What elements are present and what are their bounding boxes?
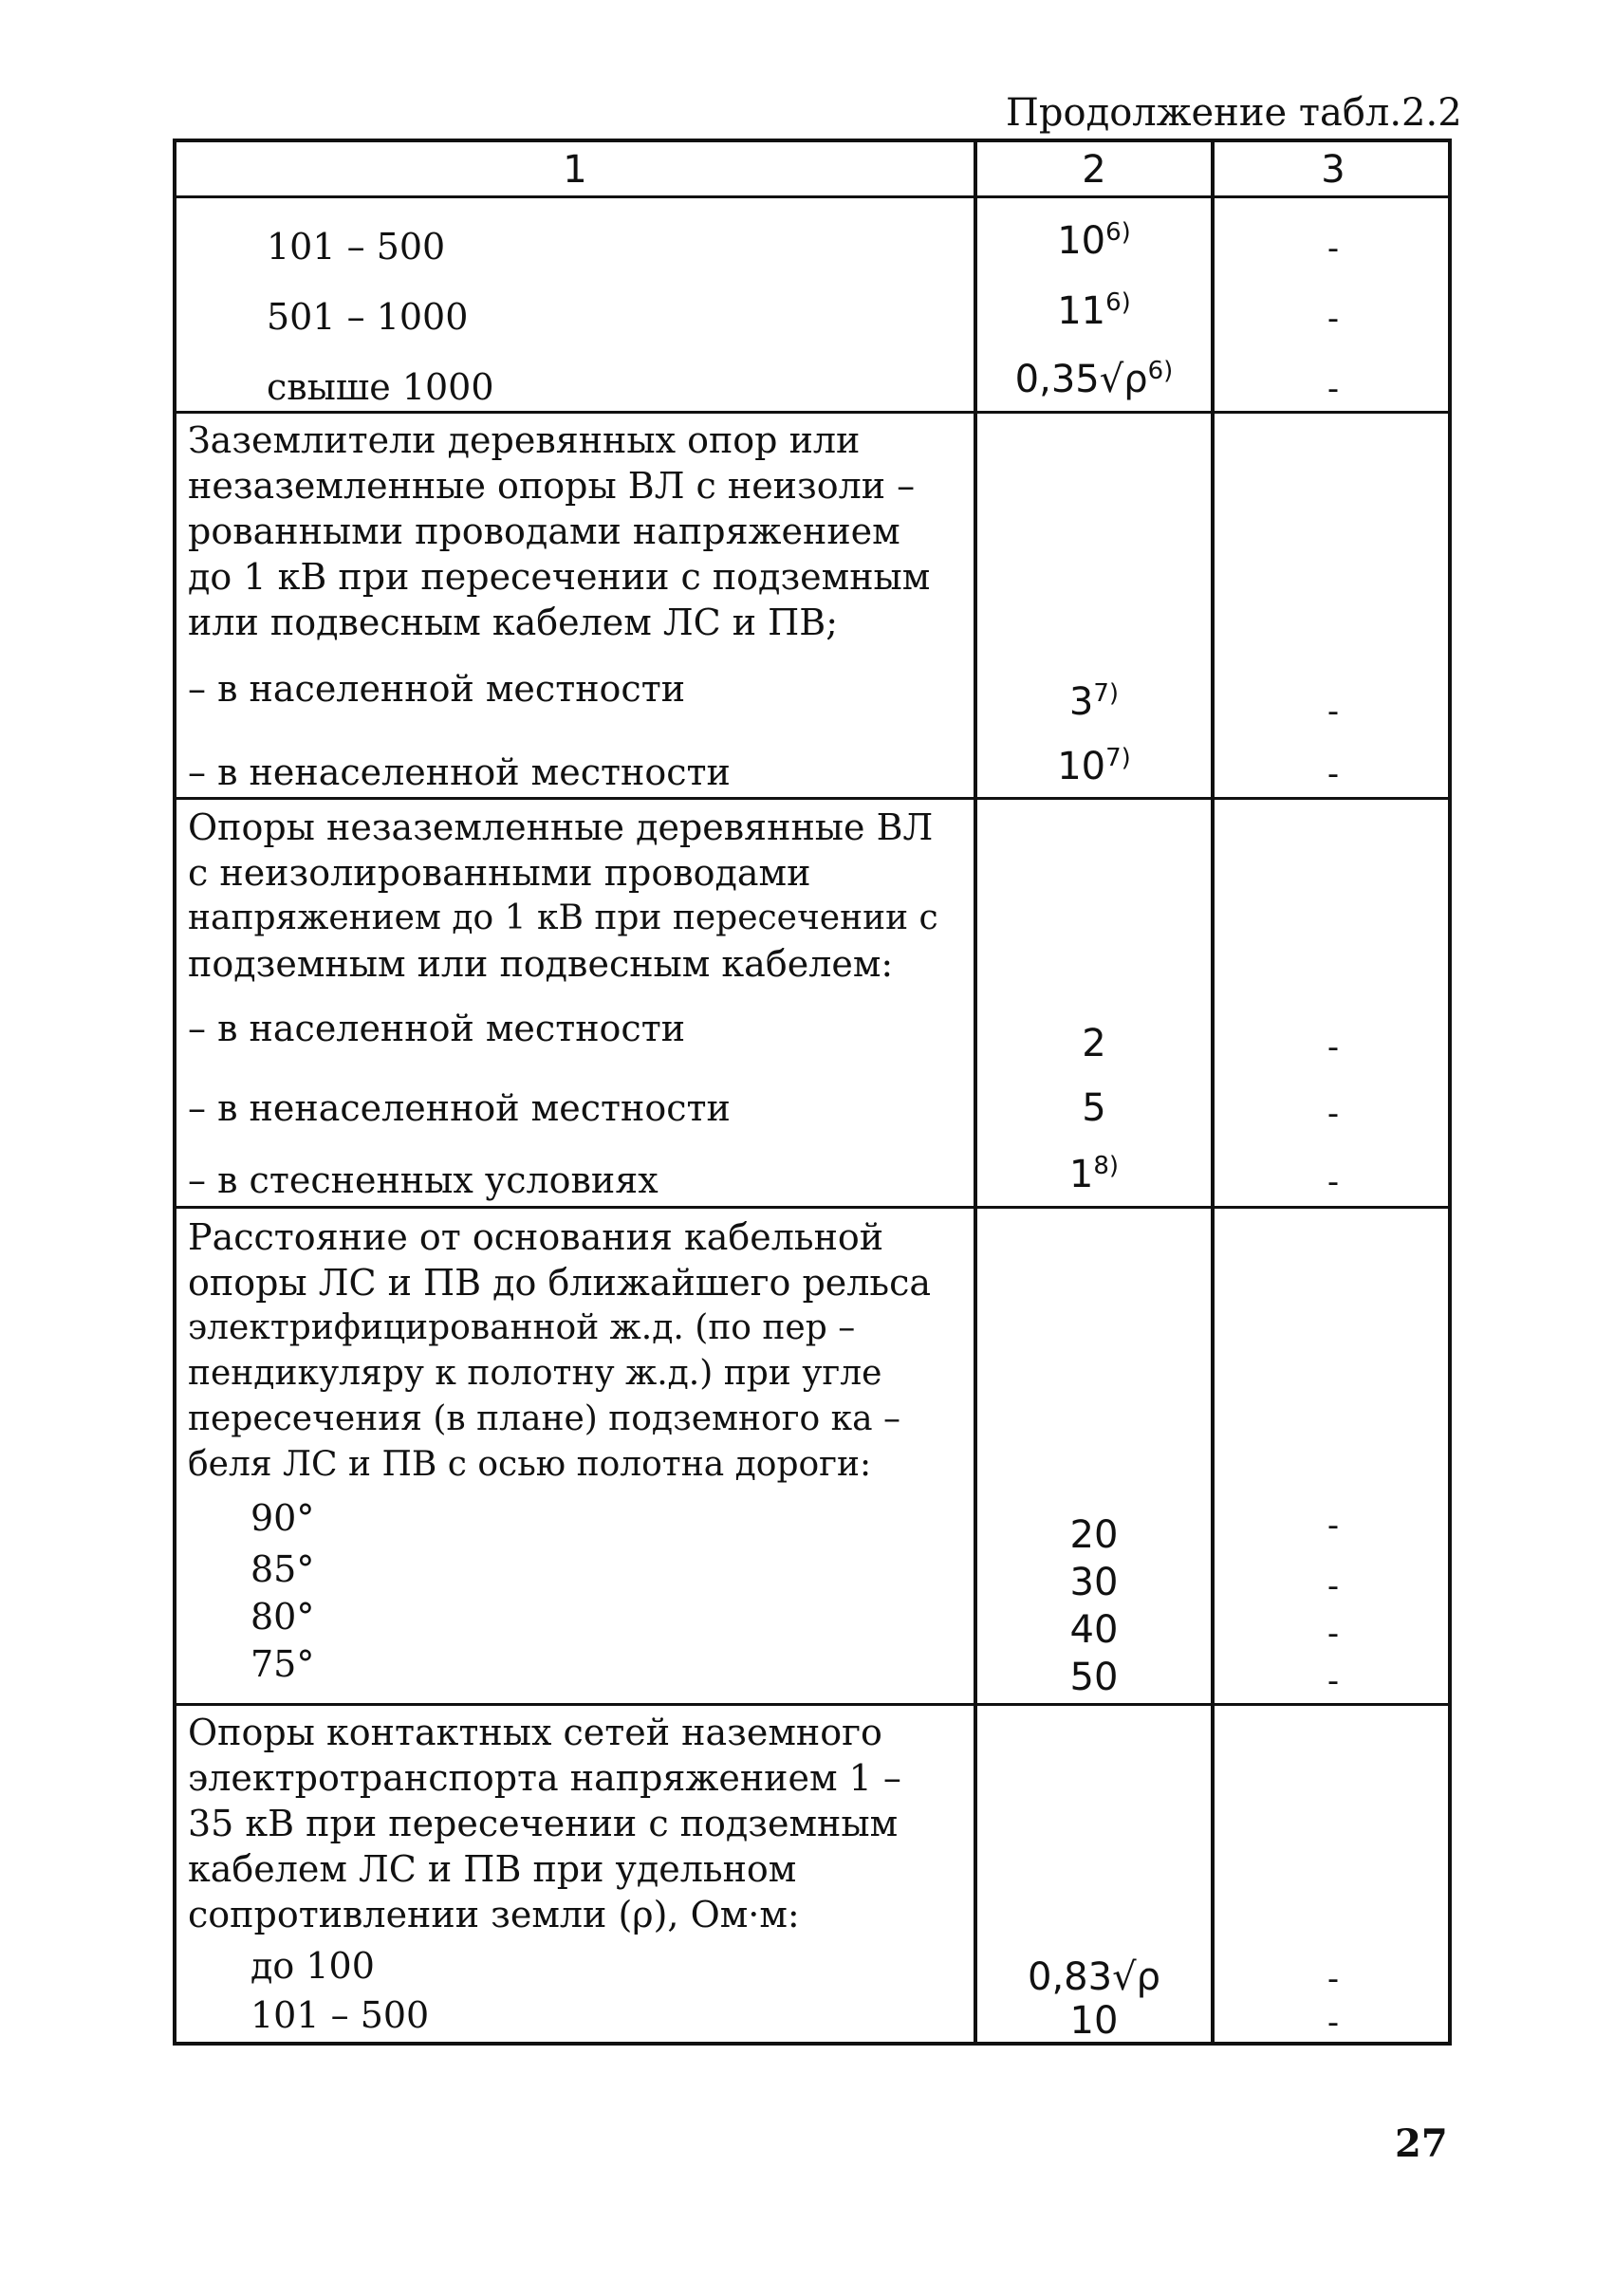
row-label: – в стесненных условиях [188,1159,659,1201]
paragraph-line: с неизолированными проводами [188,852,811,894]
row-label: 80° [250,1596,315,1638]
paragraph-line: кабелем ЛС и ПВ при удельном [188,1848,797,1890]
paragraph-line: напряжением до 1 кВ при пересечении с [188,898,938,937]
paragraph-line: опоры ЛС и ПВ до ближайшего рельса [188,1262,932,1304]
row-col3: - [1326,1615,1340,1653]
row-label: 90° [250,1497,315,1539]
row-value: 0,83√ρ [1028,1955,1160,1999]
row-value: 11$^{6)}$ [1057,288,1131,333]
row-col3: - [1326,755,1340,793]
row-col3: - [1326,230,1340,268]
row-divider [176,1206,1448,1209]
row-label: до 100 [250,1945,375,1987]
row-value: 10 [1069,1999,1119,2043]
row-label: 101 – 500 [267,226,446,268]
page-number: 27 [1395,2121,1448,2166]
row-label: 101 – 500 [250,1994,430,2036]
footnote-ref: 6) [1147,357,1174,385]
paragraph-line: Опоры контактных сетей наземного [188,1712,882,1753]
footnote-ref: 7) [1093,679,1120,708]
continuation-label: Продолжение табл.2.2 [1006,91,1462,135]
row-value: 2 [1082,1022,1106,1065]
row-label: свыше 1000 [267,366,494,408]
paragraph-line: подземным или подвесным кабелем: [188,943,894,985]
row-divider [176,797,1448,800]
column-header-3: 3 [1321,148,1345,192]
norms-table [173,139,1452,2046]
row-col3: - [1326,300,1340,338]
paragraph-line: Заземлители деревянных опор или [188,419,861,461]
row-col3: - [1326,1662,1340,1700]
row-col3: - [1326,1567,1340,1605]
paragraph-line: электрифицированной ж.д. (по пер – [188,1308,856,1347]
row-col3: - [1326,693,1340,731]
row-value: 20 [1069,1513,1119,1557]
footnote-ref: 6) [1105,218,1131,247]
row-col3: - [1326,1095,1340,1133]
footnote-ref: 8) [1093,1152,1120,1180]
row-label: 85° [250,1548,315,1590]
row-col3: - [1326,1163,1340,1201]
row-value: 30 [1069,1561,1119,1604]
row-value: 3$^{7)}$ [1068,679,1120,724]
paragraph-line: незаземленные опоры ВЛ с неизоли – [188,465,916,507]
paragraph-line: Расстояние от основания кабельной [188,1216,884,1258]
row-value: 50 [1069,1656,1119,1699]
row-col3: - [1326,1028,1340,1066]
paragraph-line: Опоры незаземленные деревянные ВЛ [188,806,934,848]
row-label: – в населенной местности [188,668,686,710]
paragraph-line: электротранспорта напряжением 1 – [188,1757,901,1799]
row-value: 40 [1069,1608,1119,1652]
row-label: – в ненаселенной местности [188,751,731,793]
column-header-2: 2 [1082,148,1106,192]
paragraph-line: пендикуляру к полотну ж.д.) при угле [188,1354,882,1393]
row-col3: - [1326,1960,1340,1998]
footnote-ref: 7) [1105,744,1131,772]
row-value: $0,35√\rho^{6)}$ [1014,357,1174,401]
footnote-ref: 6) [1105,288,1131,317]
paragraph-line: пересечения (в плане) подземного ка – [188,1399,901,1438]
row-value: 10$^{7)}$ [1057,744,1131,788]
row-value: 5 [1082,1086,1106,1130]
row-col3: - [1326,1507,1340,1545]
paragraph-line: или подвесным кабелем ЛС и ПВ; [188,602,839,643]
row-label: – в населенной местности [188,1008,686,1049]
row-label: – в ненаселенной местности [188,1087,731,1129]
row-value: 10$^{6)}$ [1057,218,1131,263]
paragraph-line: беля ЛС и ПВ с осью полотна дороги: [188,1445,872,1484]
paragraph-line: сопротивлении земли (ρ), Ом·м: [188,1894,800,1935]
column-header-1: 1 [563,148,587,192]
row-col3: - [1326,2004,1340,2042]
paragraph-line: рованными проводами напряжением [188,510,900,552]
paragraph-line: 35 кВ при пересечении с подземным [188,1803,899,1844]
row-col3: - [1326,370,1340,408]
row-label: 75° [250,1643,315,1685]
paragraph-line: до 1 кВ при пересечении с подземным [188,556,931,598]
row-label: 501 – 1000 [267,296,469,338]
row-value: 1$^{8)}$ [1068,1152,1120,1196]
